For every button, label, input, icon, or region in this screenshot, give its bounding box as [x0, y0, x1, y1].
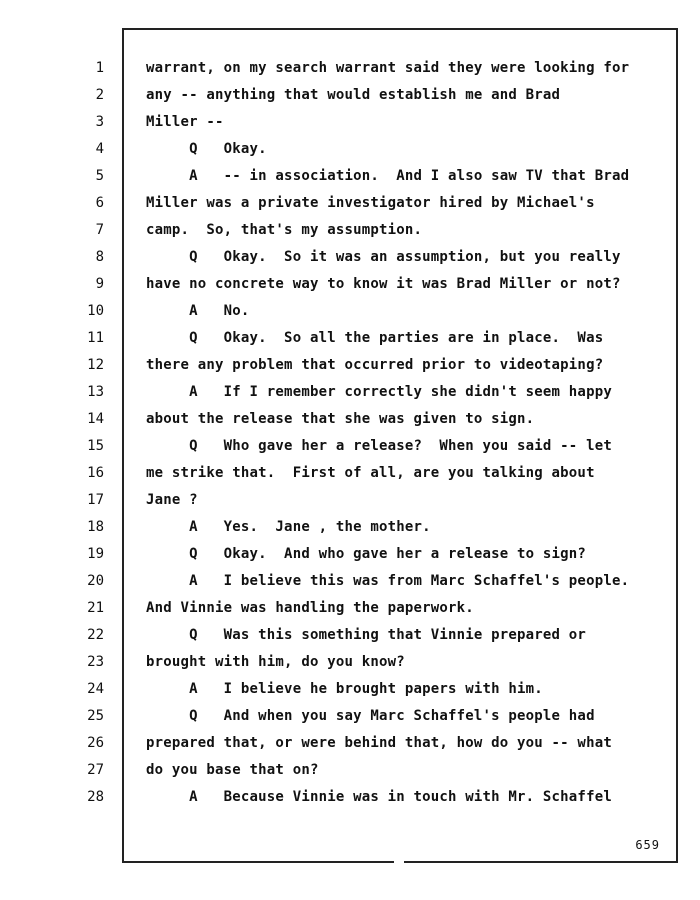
page-border-bottom-right: [404, 861, 678, 863]
line-text: do you base that on?: [146, 762, 319, 778]
line-text: Miller was a private investigator hired by Michael's: [146, 195, 595, 211]
line-number: 17: [87, 492, 104, 508]
transcript-line: [0, 163, 700, 190]
transcript-line: [0, 487, 700, 514]
page-border-top: [122, 28, 678, 30]
transcript-line: [0, 460, 700, 487]
line-text: Q Okay. And who gave her a release to sign?: [146, 546, 587, 562]
line-text: me strike that. First of all, are you talking about: [146, 465, 595, 481]
line-text: A I believe this was from Marc Schaffel's people.: [146, 573, 630, 589]
line-text: warrant, on my search warrant said they were looking for: [146, 60, 630, 76]
line-number: 2: [95, 87, 104, 103]
line-text: Miller --: [146, 114, 224, 130]
transcript-line: [0, 622, 700, 649]
transcript-line: [0, 109, 700, 136]
line-text: any -- anything that would establish me and Brad: [146, 87, 561, 103]
line-text: camp. So, that's my assumption.: [146, 222, 423, 238]
transcript-line: [0, 298, 700, 325]
line-number: 1: [95, 60, 104, 76]
line-text: there any problem that occurred prior to videotaping?: [146, 357, 604, 373]
line-text: A Because Vinnie was in touch with Mr. Schaffel: [146, 789, 612, 805]
line-text: Q Who gave her a release? When you said -- let: [146, 438, 612, 454]
transcript-line: [0, 190, 700, 217]
transcript-line: [0, 352, 700, 379]
line-number: 5: [95, 168, 104, 184]
transcript-line: [0, 757, 700, 784]
transcript-line: [0, 217, 700, 244]
line-number: 25: [87, 708, 104, 724]
line-number: 24: [87, 681, 104, 697]
line-text: A Yes. Jane , the mother.: [146, 519, 431, 535]
line-text: A -- in association. And I also saw TV that Brad: [146, 168, 630, 184]
line-number: 28: [87, 789, 104, 805]
transcript-line: [0, 730, 700, 757]
transcript-line: [0, 244, 700, 271]
transcript-line: [0, 82, 700, 109]
line-number: 4: [95, 141, 104, 157]
transcript-line: [0, 784, 700, 811]
line-number: 7: [95, 222, 104, 238]
line-text: Q Was this something that Vinnie prepared or: [146, 627, 587, 643]
line-number: 19: [87, 546, 104, 562]
line-number: 13: [87, 384, 104, 400]
line-text: A No.: [146, 303, 250, 319]
line-number: 20: [87, 573, 104, 589]
line-number: 14: [87, 411, 104, 427]
line-number: 27: [87, 762, 104, 778]
line-number: 22: [87, 627, 104, 643]
line-number: 18: [87, 519, 104, 535]
line-number: 3: [95, 114, 104, 130]
line-text: about the release that she was given to sign.: [146, 411, 535, 427]
transcript-line: [0, 568, 700, 595]
line-text: prepared that, or were behind that, how do you -- what: [146, 735, 612, 751]
line-text: have no concrete way to know it was Brad Miller or not?: [146, 276, 621, 292]
line-text: Q And when you say Marc Schaffel's people had: [146, 708, 595, 724]
transcript-line: [0, 649, 700, 676]
line-number: 23: [87, 654, 104, 670]
transcript-line: [0, 406, 700, 433]
transcript-lines: [0, 55, 700, 811]
transcript-line: [0, 379, 700, 406]
line-text: Q Okay. So all the parties are in place. Was: [146, 330, 604, 346]
transcript-line: [0, 676, 700, 703]
line-text: Q Okay. So it was an assumption, but you really: [146, 249, 621, 265]
transcript-line: [0, 703, 700, 730]
line-number: 21: [87, 600, 104, 616]
line-text: brought with him, do you know?: [146, 654, 405, 670]
line-number: 15: [87, 438, 104, 454]
line-text: Q Okay.: [146, 141, 267, 157]
page-number: 659: [635, 838, 660, 852]
line-number: 12: [87, 357, 104, 373]
line-text: A I believe he brought papers with him.: [146, 681, 543, 697]
line-number: 11: [87, 330, 104, 346]
line-number: 8: [95, 249, 104, 265]
line-number: 9: [95, 276, 104, 292]
transcript-line: [0, 136, 700, 163]
line-text: Jane ?: [146, 492, 198, 508]
line-text: And Vinnie was handling the paperwork.: [146, 600, 474, 616]
transcript-line: [0, 433, 700, 460]
transcript-line: [0, 271, 700, 298]
line-number: 10: [87, 303, 104, 319]
transcript-line: [0, 541, 700, 568]
line-number: 16: [87, 465, 104, 481]
line-number: 26: [87, 735, 104, 751]
line-text: A If I remember correctly she didn't seem happy: [146, 384, 612, 400]
transcript-line: [0, 55, 700, 82]
transcript-line: [0, 325, 700, 352]
line-number: 6: [95, 195, 104, 211]
page-border-bottom-left: [122, 861, 394, 863]
transcript-line: [0, 595, 700, 622]
transcript-line: [0, 514, 700, 541]
